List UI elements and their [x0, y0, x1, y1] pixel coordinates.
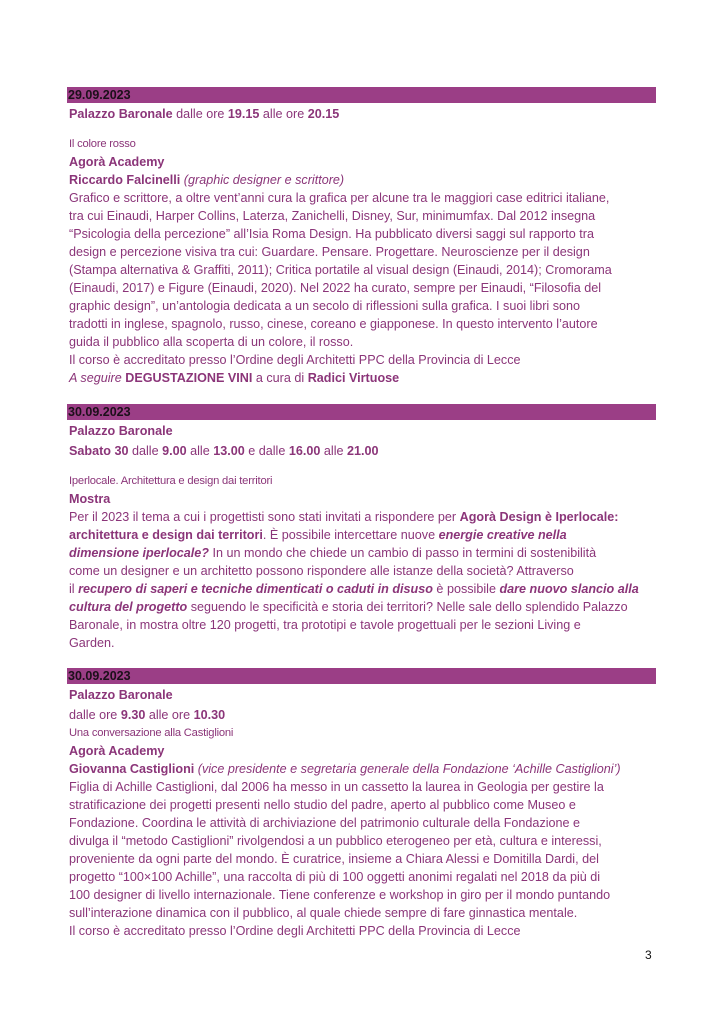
event-date: 30.09.2023 — [68, 669, 131, 683]
event-date: 29.09.2023 — [68, 88, 131, 102]
schedule-line: Sabato 30 dalle 9.00 alle 13.00 e dalle 16.00 alle 21.00 — [69, 444, 379, 458]
body-line: Baronale, in mostra oltre 120 progetti, tra prototipi e tavole progettuali per le sezioni Living e — [69, 618, 581, 632]
event-date: 30.09.2023 — [68, 405, 131, 419]
page-number: 3 — [645, 948, 652, 962]
body-line: 100 designer di livello internazionale. Tiene conferenze e workshop in giro per il mondo puntando — [69, 888, 611, 902]
accreditation-line: Il corso è accreditato presso l’Ordine degli Architetti PPC della Provincia di Lecce — [69, 924, 521, 938]
body-line: design e percezione visiva tra cui: Guardare. Pensare. Progettare. Neuroscienze per il design — [69, 245, 590, 259]
speaker-role: (graphic designer e scrittore) — [183, 173, 345, 187]
body-line: progetto “100×100 Achille”, una raccolta di più di 100 oggetti anonimi regalati nel 2018 da più di — [69, 870, 601, 884]
speaker-name: Giovanna Castiglioni — [69, 762, 195, 776]
venue: Palazzo Baronale — [69, 107, 173, 121]
body-line: Fondazione. Coordina le attività di archiviazione del patrimonio culturale della Fondazione e — [69, 816, 581, 830]
event-category: Agorà Academy — [69, 155, 165, 169]
followup-line: A seguire DEGUSTAZIONE VINI a cura di Radici Virtuose — [69, 371, 400, 385]
venue: Palazzo Baronale — [69, 688, 173, 702]
body-line: tra cui Einaudi, Harper Collins, Laterza, Zanichelli, Disney, Sur, minimumfax. Dal 2012 insegna — [69, 209, 596, 223]
venue: Palazzo Baronale — [69, 424, 173, 438]
body-line: il recupero di saperi e tecniche dimenticati o caduti in disuso è possibile dare nuovo slancio alla — [69, 582, 639, 596]
date-bar — [67, 668, 656, 684]
body-line: divulga il “metodo Castiglioni” rivolgendosi a un pubblico eterogeneo per età, cultura e interessi, — [69, 834, 602, 848]
body-line: guida il pubblico alla scoperta di un colore, il rosso. — [69, 335, 354, 349]
body-line: architettura e design dai territori. È possibile intercettare nuove energie creative nella — [69, 528, 567, 542]
body-line: come un designer e un architetto possono rispondere alle istanze della società? Attraverso — [69, 564, 574, 578]
venue-time-line: Palazzo Baronale dalle ore 19.15 alle ore 20.15 — [69, 107, 340, 121]
event-category: Agorà Academy — [69, 744, 165, 758]
body-line: graphic design”, un’antologia dedicata a un secolo di riflessioni sulla grafica. I suoi libri sono — [69, 299, 581, 313]
body-line: Grafico e scrittore, a oltre vent’anni cura la grafica per alcune tra le maggiori case editrici italiane, — [69, 191, 610, 205]
event-category: Mostra — [69, 492, 111, 506]
speaker-line — [69, 761, 621, 779]
body-line: (Stampa alternativa & Graffiti, 2011); Critica portatile al visual design (Einaudi, 2014); Cromorama — [69, 263, 612, 277]
event-title: Il colore rosso — [69, 138, 136, 150]
speaker-name: Riccardo Falcinelli — [69, 173, 181, 187]
body-line: Garden. — [69, 636, 115, 650]
speaker-line — [69, 172, 344, 190]
body-line: tradotti in inglese, spagnolo, russo, cinese, coreano e giapponese. In questo intervento l’autore — [69, 317, 598, 331]
body-line: proveniente da ogni parte del mondo. È curatrice, insieme a Chiara Alessi e Domitilla Dardi, del — [69, 852, 599, 866]
body-line: dimensione iperlocale? In un mondo che chiede un cambio di passo in termini di sostenibilità — [69, 546, 597, 560]
body-line: cultura del progetto seguendo le specificità e storia dei territori? Nelle sale dello splendido Palazzo — [69, 600, 628, 614]
body-line: Figlia di Achille Castiglioni, dal 2006 ha messo in un cassetto la laurea in Geologia per gestire la — [69, 780, 604, 794]
event-title: Iperlocale. Architettura e design dai territori — [69, 475, 273, 487]
date-bar — [67, 87, 656, 103]
date-bar — [67, 404, 656, 420]
body-line: (Einaudi, 2017) e Figure (Einaudi, 2020). Nel 2022 ha curato, sempre per Einaudi, “Filosofia del — [69, 281, 602, 295]
body-line: “Psicologia della percezione” all’Isia Roma Design. Ha pubblicato diversi saggi sul rapporto tra — [69, 227, 595, 241]
time-line: dalle ore 9.30 alle ore 10.30 — [69, 708, 226, 722]
event-title: Una conversazione alla Castiglioni — [69, 727, 234, 739]
body-line: Per il 2023 il tema a cui i progettisti sono stati invitati a rispondere per Agorà Design è Iperlocale: — [69, 510, 619, 524]
accreditation-line: Il corso è accreditato presso l’Ordine degli Architetti PPC della Provincia di Lecce — [69, 353, 521, 367]
body-line: stratificazione dei progetti presenti nello studio del padre, aperto al pubblico come Museo e — [69, 798, 576, 812]
speaker-role: (vice presidente e segretaria generale della Fondazione ‘Achille Castiglioni’) — [197, 762, 621, 776]
body-line: sull’interazione dinamica con il pubblico, al quale chiede sempre di fare ginnastica mentale. — [69, 906, 578, 920]
